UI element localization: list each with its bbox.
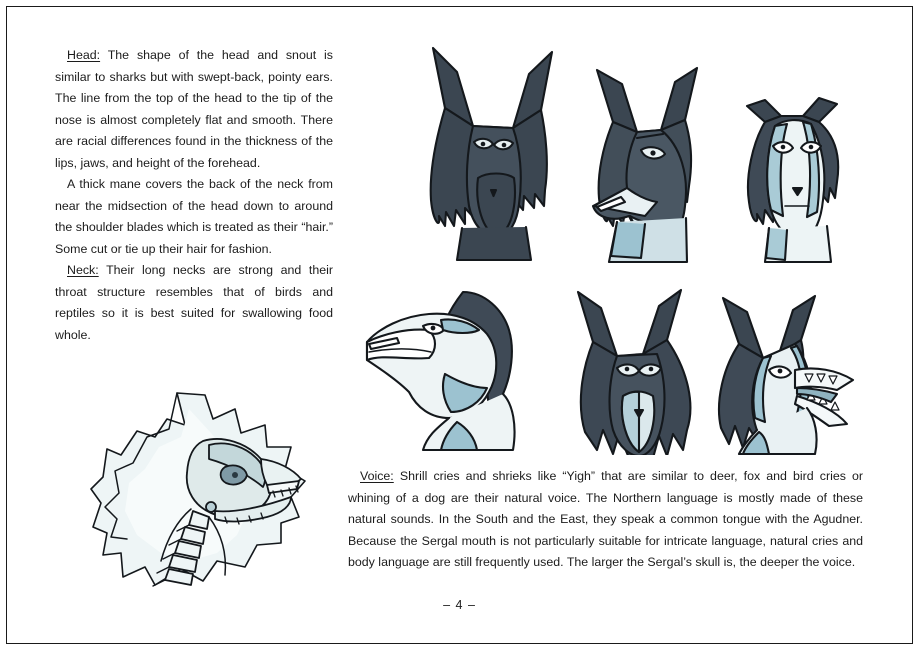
- paragraph-head: [55, 45, 333, 174]
- head-threequarter-open: [593, 68, 697, 262]
- paragraph-neck-body: Their long necks are strong and their throat structure resembles that of birds and reptiles so it is best suited for swallowing food whole.: [55, 263, 333, 342]
- paragraph-neck: [55, 260, 333, 346]
- left-text-column: [55, 45, 333, 346]
- skull-anatomy-illustration: [85, 385, 325, 600]
- term-voice: Voice:: [360, 469, 394, 483]
- paragraph-mane-body: A thick mane covers the back of the neck from near the midsection of the head down to around the shoulder blades which is treated as their “hair.” Some cut or tie up their hair for fashion.: [55, 177, 333, 256]
- head-profile-left: [367, 292, 515, 450]
- head-front-longmane: [578, 290, 690, 455]
- page-number: – 4 –: [443, 598, 476, 612]
- paragraph-voice: [348, 466, 863, 574]
- paragraph-voice-body: Shrill cries and shrieks like “Yigh” that are similar to deer, fox and bird cries or whining of a dog are their natural voice. The Northern language is mostly made of these natural sounds. In the South and the East, they speak a common tongue with the Agudner. Because the Sergal mouth is not particularly suitable for intricate language, natural cries and body language are still frequently used. The larger the Sergal’s skull is, the deeper the voice.: [348, 469, 863, 569]
- head-studies-illustration: [345, 30, 890, 455]
- paragraph-mane: [55, 174, 333, 260]
- paragraph-head-body: The shape of the head and snout is similar to sharks but with swept-back, pointy ears. The line from the top of the head to the tip of the nose is almost completely flat and smooth. There are racial differences found in the thickness of the lips, jaws, and height of the forehead.: [55, 48, 333, 170]
- head-threequarter-teeth: [719, 296, 853, 454]
- head-front-pale: [747, 98, 838, 262]
- bottom-text-column: [348, 466, 863, 574]
- term-neck: Neck:: [67, 263, 99, 277]
- head-front-dark: [431, 48, 552, 260]
- term-head: Head:: [67, 48, 101, 62]
